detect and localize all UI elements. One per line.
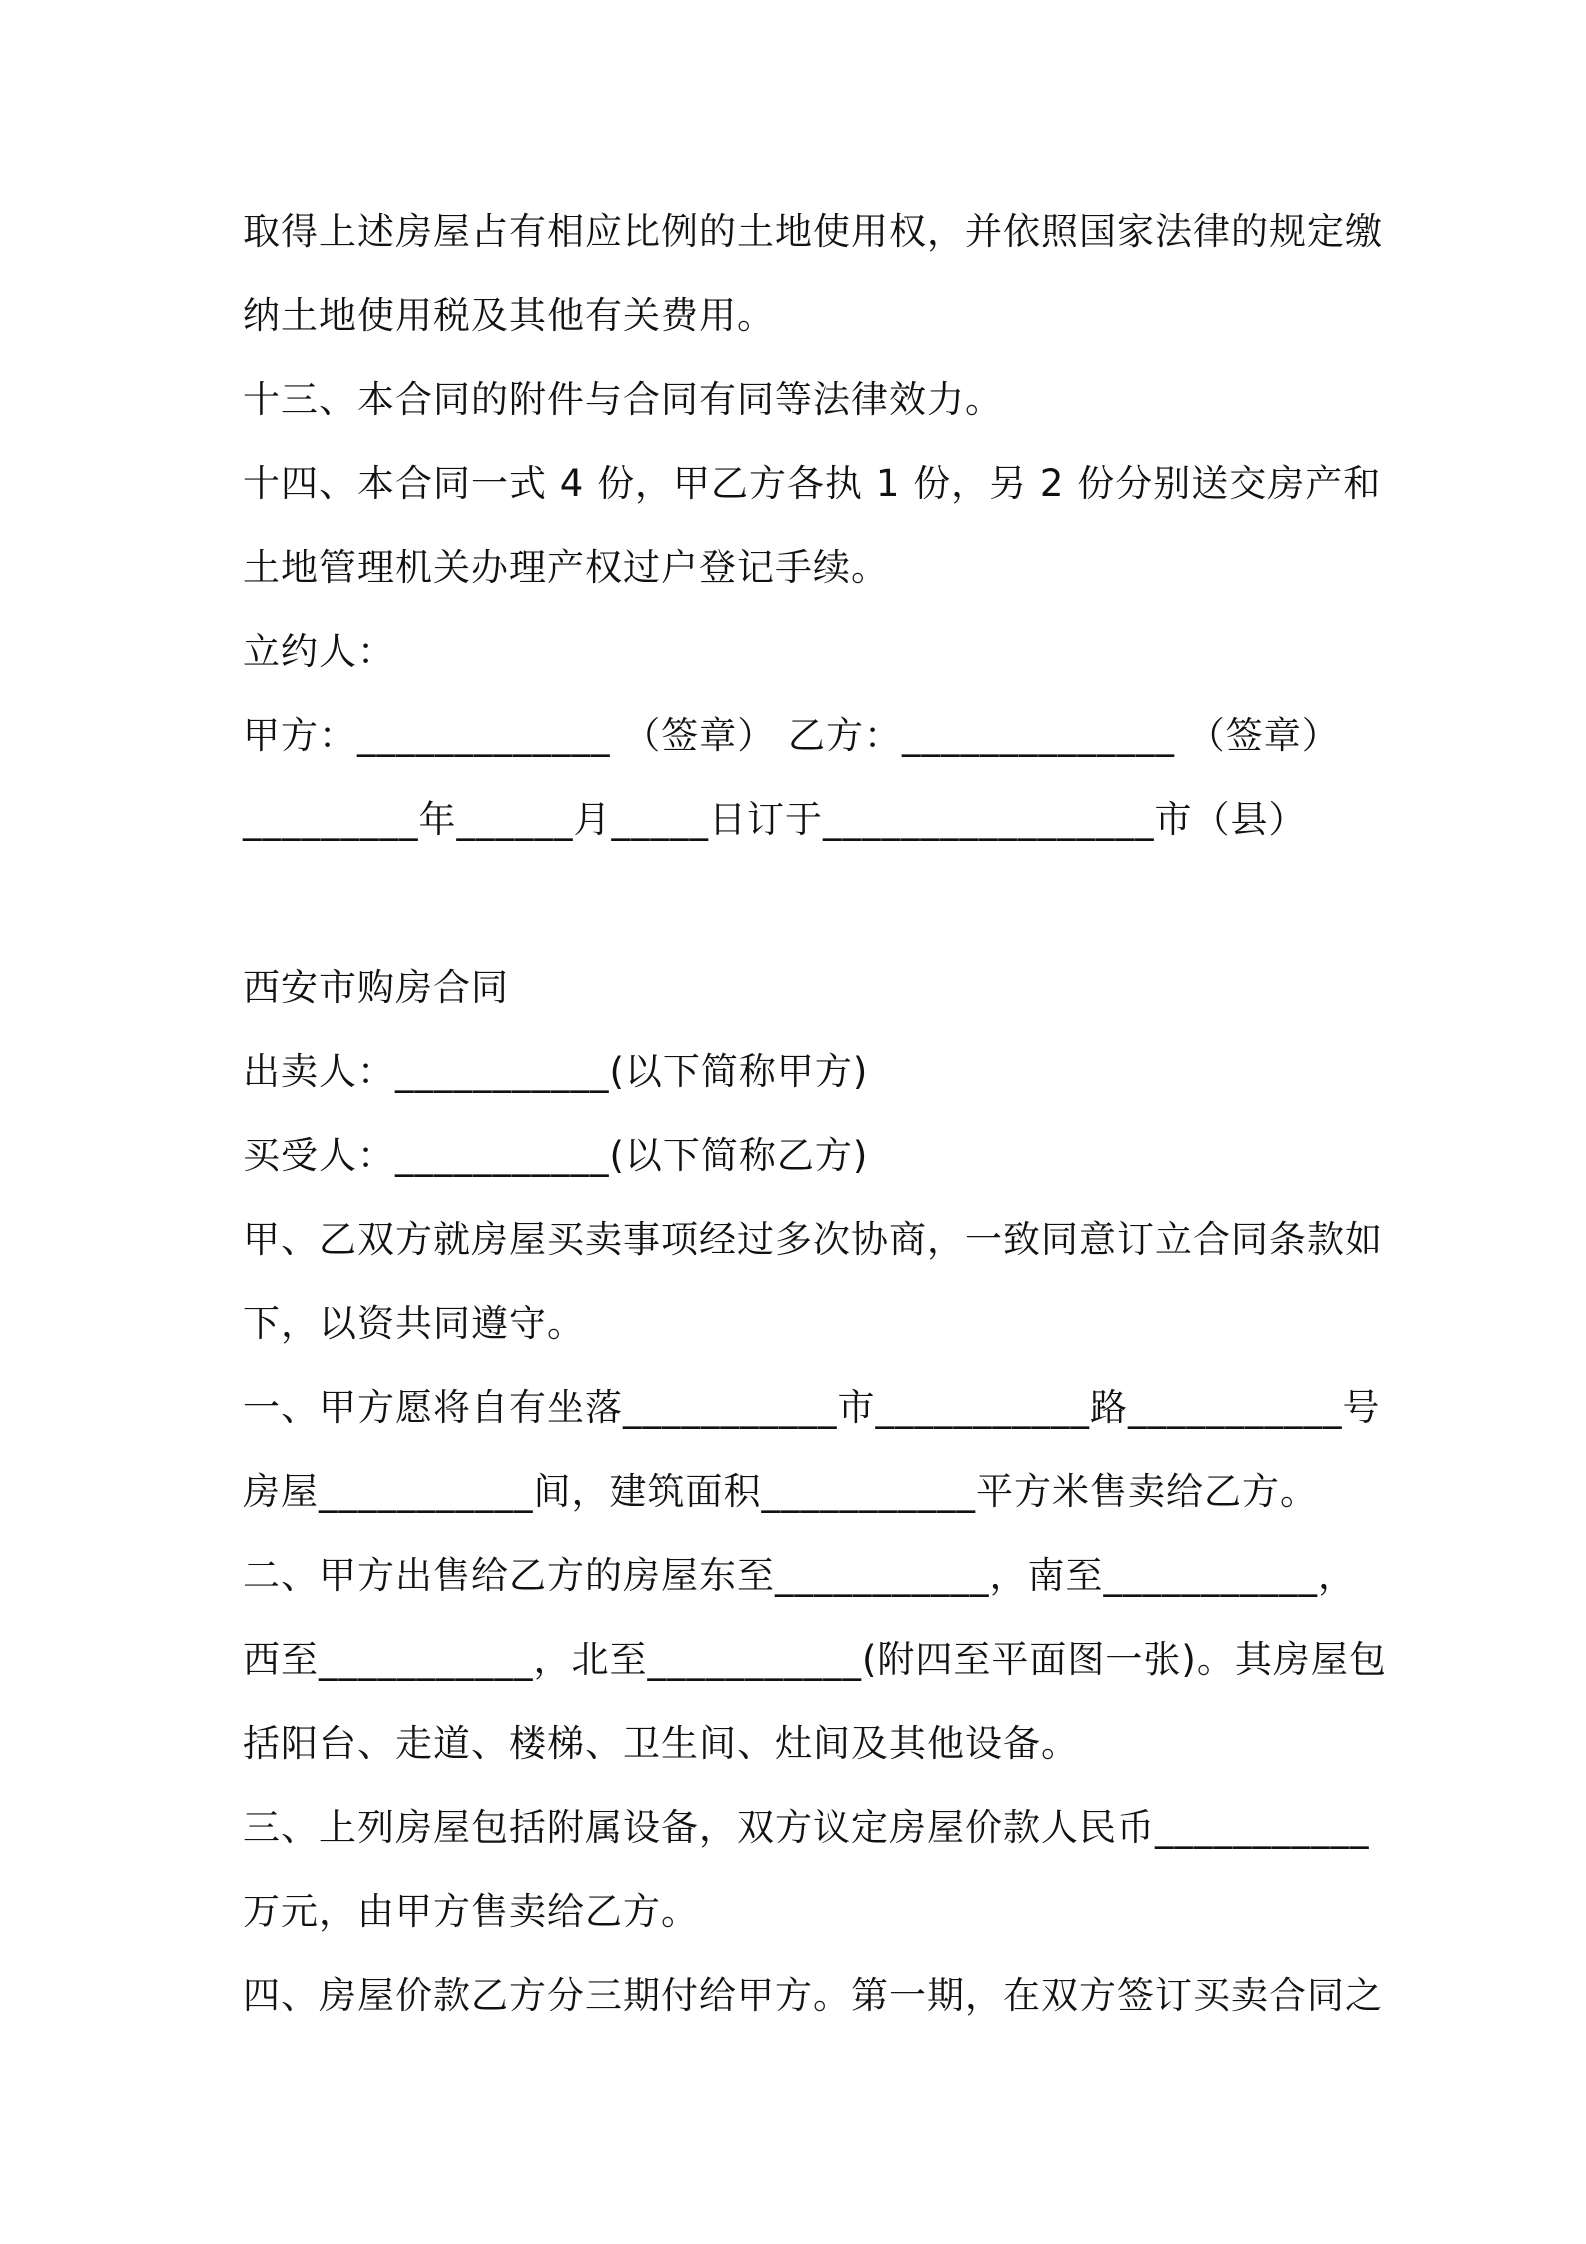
- clause-13: 十三、本合同的附件与合同有同等法律效力。: [243, 378, 1003, 421]
- contract-text: [243, 190, 1387, 2038]
- paragraph-line: 甲、乙双方就房屋买卖事项经过多次协商，一致同意订立合同条款如: [243, 1218, 1383, 1261]
- contract-title: 西安市购房合同: [243, 966, 509, 1009]
- clause-1: 一、甲方愿将自有坐落___________市___________路___________号: [243, 1386, 1381, 1429]
- section-gap: [243, 862, 1363, 946]
- paragraph-line: 纳土地使用税及其他有关费用。: [243, 294, 775, 337]
- clause-14: 十四、本合同一式 4 份，甲乙方各执 1 份，另 2 份分别送交房产和: [243, 462, 1382, 505]
- signature-line: 甲方：_____________ （签章） 乙方：______________ （签章）: [243, 714, 1340, 757]
- clause-2: 二、甲方出售给乙方的房屋东至___________，南至___________，: [243, 1554, 1356, 1597]
- seller-line: 出卖人：___________(以下简称甲方): [243, 1050, 869, 1093]
- clause-4: 四、房屋价款乙方分三期付给甲方。第一期，在双方签订买卖合同之: [243, 1974, 1383, 2017]
- paragraph-line: 西至___________，北至___________(附四至平面图一张)。其房屋包: [243, 1638, 1387, 1681]
- paragraph-line: 下，以资共同遵守。: [243, 1302, 585, 1345]
- paragraph-line: 括阳台、走道、楼梯、卫生间、灶间及其他设备。: [243, 1722, 1079, 1765]
- paragraph-line: 房屋___________间，建筑面积___________平方米售卖给乙方。: [243, 1470, 1318, 1513]
- paragraph-line: 取得上述房屋占有相应比例的土地使用权，并依照国家法律的规定缴: [243, 210, 1383, 253]
- paragraph-line: 万元，由甲方售卖给乙方。: [243, 1890, 699, 1933]
- buyer-line: 买受人：___________(以下简称乙方): [243, 1134, 869, 1177]
- clause-3: 三、上列房屋包括附属设备，双方议定房屋价款人民币___________: [243, 1806, 1370, 1849]
- date-place-line: _________年______月_____日订于_________________市（县）: [243, 798, 1307, 841]
- signatories-label: 立约人：: [243, 630, 395, 673]
- paragraph-line: 土地管理机关办理产权过户登记手续。: [243, 546, 889, 589]
